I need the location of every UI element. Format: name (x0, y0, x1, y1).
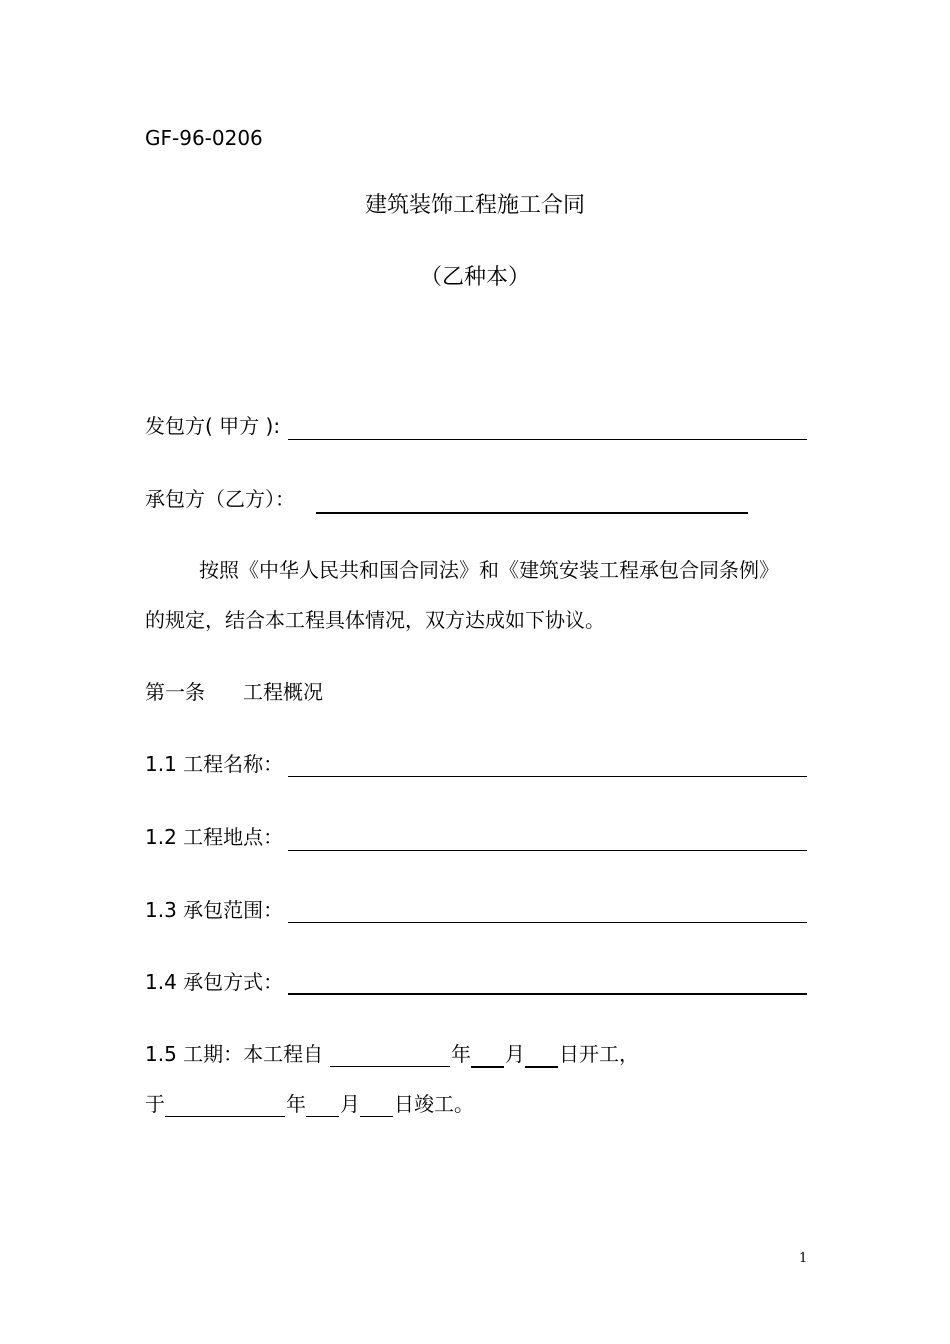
end-month-label: 月 (340, 1092, 360, 1116)
article-1-number: 第一条 (145, 680, 205, 704)
method-blank[interactable] (288, 993, 807, 995)
end-suffix: 日竣工。 (394, 1092, 474, 1116)
employer-label: 发包方( 甲方 ): (145, 414, 281, 438)
end-month-blank[interactable] (306, 1116, 339, 1117)
period-prefix: 1.5 工期：本工程自 (145, 1042, 324, 1066)
end-prefix: 于 (145, 1092, 165, 1116)
start-suffix: 日开工， (559, 1042, 639, 1066)
contractor-label: 承包方（乙方）： (145, 487, 295, 511)
item-method-label: 1.4 承包方式： (145, 970, 284, 994)
item-project-name-label: 1.1 工程名称： (145, 752, 284, 776)
contract-subtitle: （乙种本） (419, 265, 530, 290)
project-location-blank[interactable] (288, 850, 807, 851)
end-year-blank[interactable] (165, 1116, 285, 1117)
document-code: GF-96-0206 (145, 126, 263, 150)
preamble-line-1: 按照《中华人民共和国合同法》和《建筑安装工程承包合同条例》 (199, 558, 779, 582)
start-year-label: 年 (451, 1042, 471, 1066)
end-day-blank[interactable] (360, 1116, 393, 1117)
end-year-label: 年 (286, 1092, 306, 1116)
start-month-blank[interactable] (471, 1066, 504, 1068)
contract-title: 建筑装饰工程施工合同 (364, 193, 585, 218)
start-year-blank[interactable] (330, 1066, 450, 1067)
employer-blank[interactable] (288, 439, 807, 440)
item-project-location-label: 1.2 工程地点： (145, 825, 284, 849)
project-name-blank[interactable] (288, 776, 807, 777)
article-1-title: 工程概况 (243, 680, 323, 704)
start-day-blank[interactable] (525, 1066, 558, 1068)
contractor-blank[interactable] (316, 512, 748, 514)
start-month-label: 月 (505, 1042, 525, 1066)
preamble-line-2: 的规定，结合本工程具体情况，双方达成如下协议。 (145, 608, 605, 632)
scope-blank[interactable] (288, 922, 807, 923)
item-scope-label: 1.3 承包范围： (145, 898, 284, 922)
page-number: 1 (799, 1251, 808, 1266)
